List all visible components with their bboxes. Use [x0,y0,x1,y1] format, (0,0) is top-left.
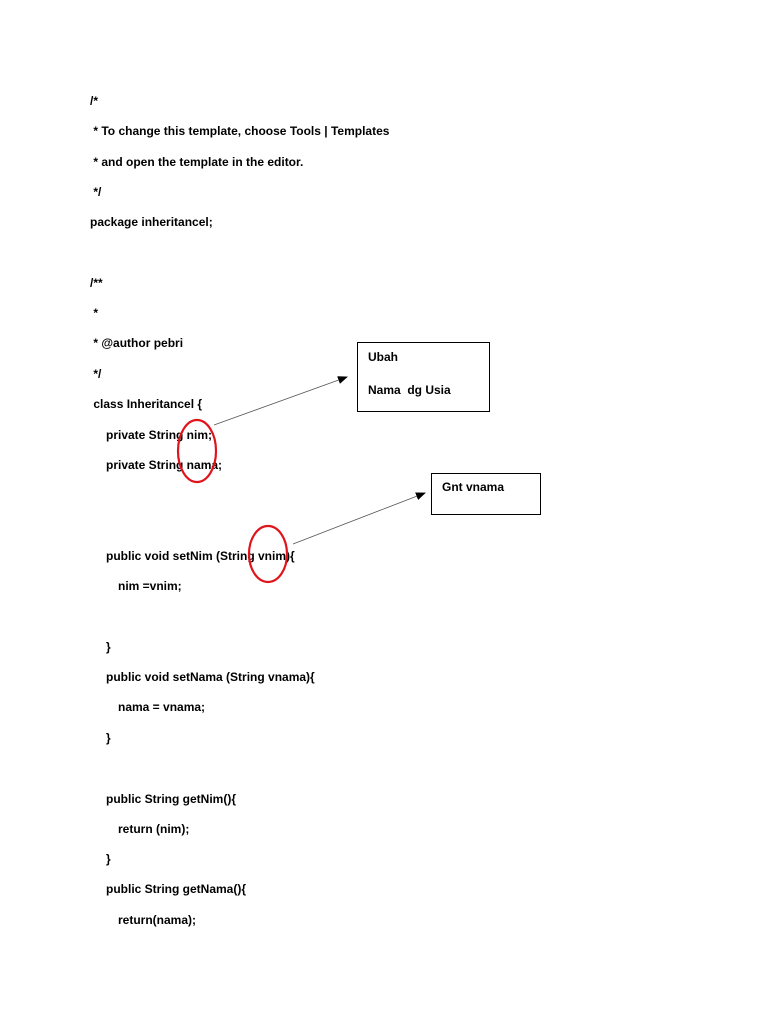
code-line: private String nim; [106,428,213,442]
code-line: class Inheritancel { [90,397,203,411]
code-line: /* [90,94,99,108]
code-line: public String getNama(){ [106,882,247,896]
code-line: */ [90,185,102,199]
code-line: } [106,852,111,866]
code-line: return(nama); [118,913,197,927]
code-line: * [90,306,99,320]
code-line: /** [90,276,103,290]
arrow-to-ubah-note [214,377,347,425]
code-line: package inheritancel; [90,215,213,229]
code-line: } [106,640,111,654]
highlight-circle-vnim [249,526,287,582]
note-text: Ubah [368,350,398,364]
note-box-ubah [357,342,490,412]
code-line: nim =vnim; [118,579,182,593]
arrow-to-gnt-vnama-note [293,493,425,544]
code-line: } [106,731,111,745]
code-line: private String nama; [106,458,223,472]
note-box-gnt-vnama [431,473,541,515]
code-line: nama = vnama; [118,700,206,714]
code-line: public void setNama (String vnama){ [106,670,315,684]
code-line: */ [90,367,102,381]
code-line: * To change this template, choose Tools | Templates [90,124,390,138]
note-text: Gnt vnama [442,480,505,494]
code-line: public void setNim (String vnim){ [106,549,295,563]
highlight-circle-nim-nama [178,420,216,482]
code-line: * @author pebri [90,336,184,350]
code-line: * and open the template in the editor. [90,155,304,169]
note-text: Nama dg Usia [368,383,451,397]
code-line: return (nim); [118,822,190,836]
code-line: public String getNim(){ [106,792,236,806]
